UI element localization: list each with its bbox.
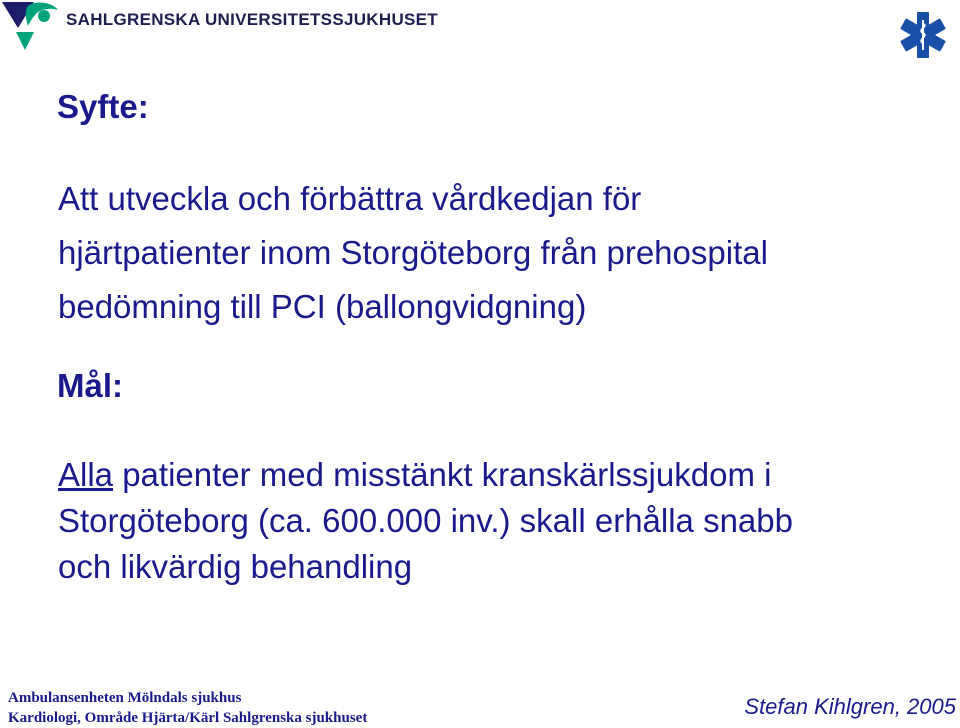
syfte-heading: Syfte: <box>57 88 149 125</box>
mal-line-3: och likvärdig behandling <box>58 548 413 585</box>
footer-affiliations <box>8 688 367 728</box>
mal-text <box>58 452 793 590</box>
footer-line-2: Kardiologi, Område Hjärta/Kärl Sahlgrenska sjukhuset <box>8 710 368 726</box>
star-of-life-icon <box>898 10 948 60</box>
mal-line-1 <box>58 452 793 498</box>
organization-name: SAHLGRENSKA UNIVERSITETSSJUKHUSET <box>66 10 438 29</box>
syfte-line-2: hjärtpatienter inom Storgöteborg från prehospital <box>58 234 768 271</box>
mal-heading: Mål: <box>57 367 123 404</box>
syfte-line-1: Att utveckla och förbättra vårdkedjan för <box>58 180 642 217</box>
syfte-text <box>58 172 768 334</box>
sahlgrenska-logo-icon <box>0 0 64 50</box>
mal-line-1-rest: patienter med misstänkt kranskärlssjukdom i <box>113 456 772 493</box>
mal-line-2: Storgöteborg (ca. 600.000 inv.) skall erhålla snabb <box>58 502 793 539</box>
mal-emphasis: Alla <box>58 456 114 493</box>
footer-line-1: Ambulansenheten Mölndals sjukhus <box>8 690 242 706</box>
syfte-line-3: bedömning till PCI (ballongvidgning) <box>58 288 587 325</box>
footer-author: Stefan Kihlgren, 2005 <box>744 694 956 719</box>
